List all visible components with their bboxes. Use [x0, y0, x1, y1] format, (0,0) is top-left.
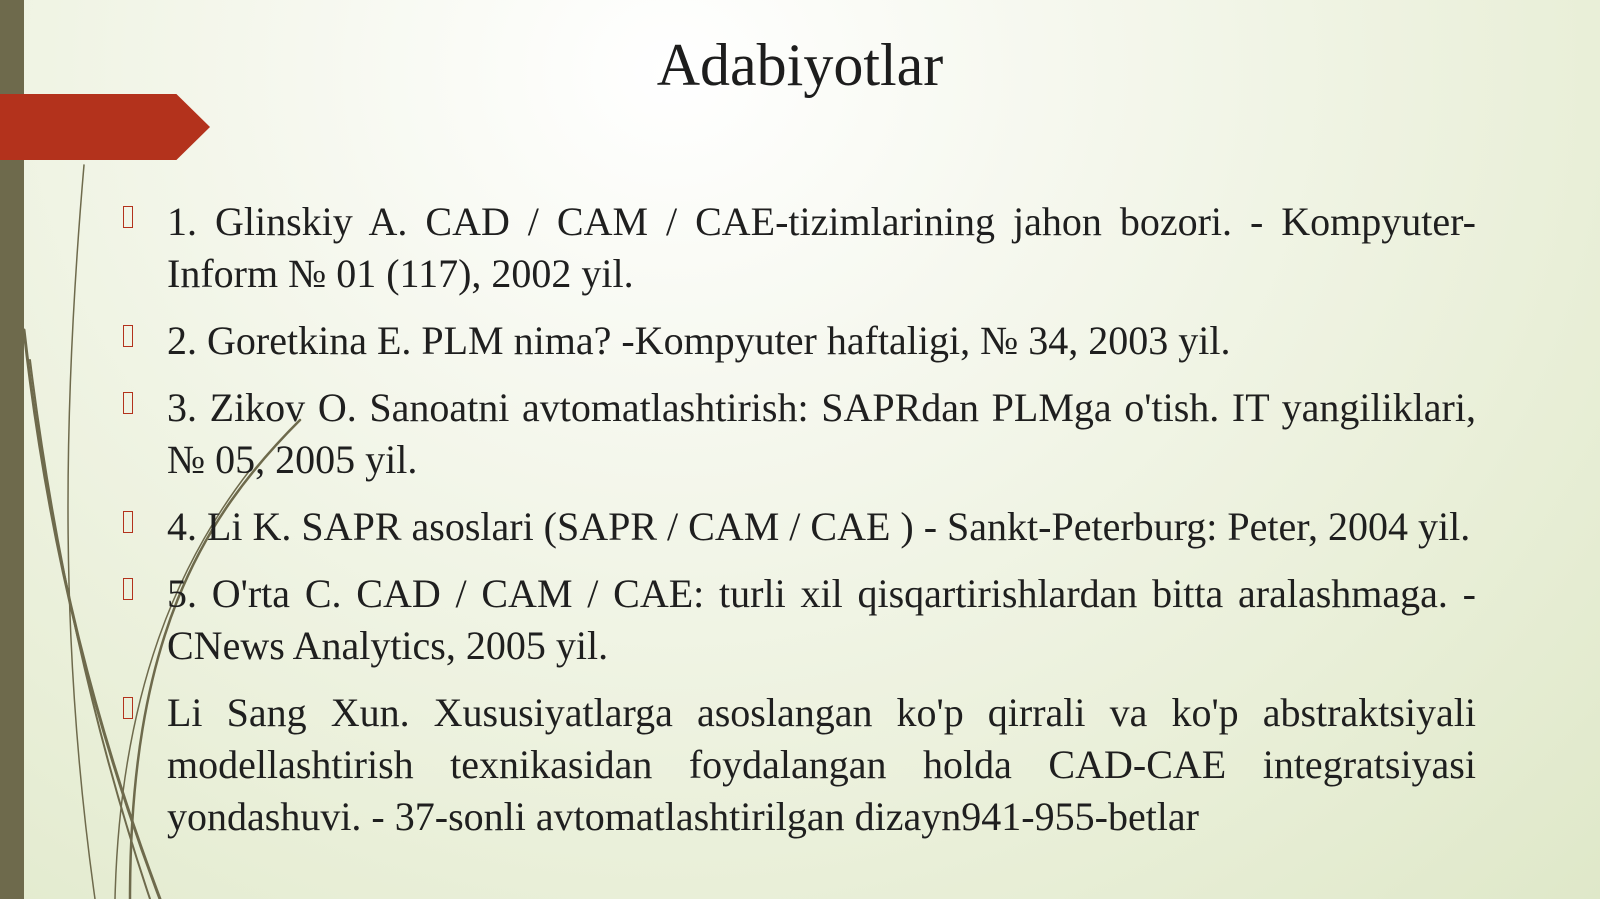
list-item [120, 501, 1476, 553]
square-bullet-icon [123, 206, 133, 228]
reference-text: 1. Glinskiy A. CAD / CAM / CAE-tizimlarining jahon bozori. - Kompyuter-Inform № 01 (117), 2002 yil. [167, 199, 1476, 296]
reference-text: Li Sang Xun. Xususiyatlarga asoslangan ko'p qirrali va ko'p abstraktsiyali modellashtirish texnikasidan foydalangan holda CAD-CAE integratsiyasi yondashuvi. - 37-sonli avtomatlashtirilgan dizayn941-955-betlar [167, 690, 1476, 839]
red-arrow-decoration [0, 94, 210, 160]
square-bullet-icon [123, 511, 133, 533]
square-bullet-icon [123, 325, 133, 347]
reference-text: 2. Goretkina E. PLM nima? -Kompyuter haftaligi, № 34, 2003 yil. [167, 318, 1231, 363]
list-item [120, 196, 1476, 300]
reference-text: 3. Zikov O. Sanoatni avtomatlashtirish: SAPRdan PLMga o'tish. IT yangiliklari, № 05, 2005 yil. [167, 385, 1476, 482]
references-list [120, 196, 1476, 858]
square-bullet-icon [123, 578, 133, 600]
square-bullet-icon [123, 392, 133, 414]
reference-text: 4. Li K. SAPR asoslari (SAPR / CAM / CAE ) - Sankt-Peterburg: Peter, 2004 yil. [167, 504, 1471, 549]
list-item [120, 568, 1476, 672]
list-item [120, 687, 1476, 843]
slide-title: Adabiyotlar [656, 32, 944, 98]
reference-text: 5. O'rta C. CAD / CAM / CAE: turli xil qisqartirishlardan bitta aralashmaga. - CNews Analytics, 2005 yil. [167, 571, 1476, 668]
list-item [120, 315, 1476, 367]
square-bullet-icon [123, 697, 133, 719]
list-item [120, 382, 1476, 486]
